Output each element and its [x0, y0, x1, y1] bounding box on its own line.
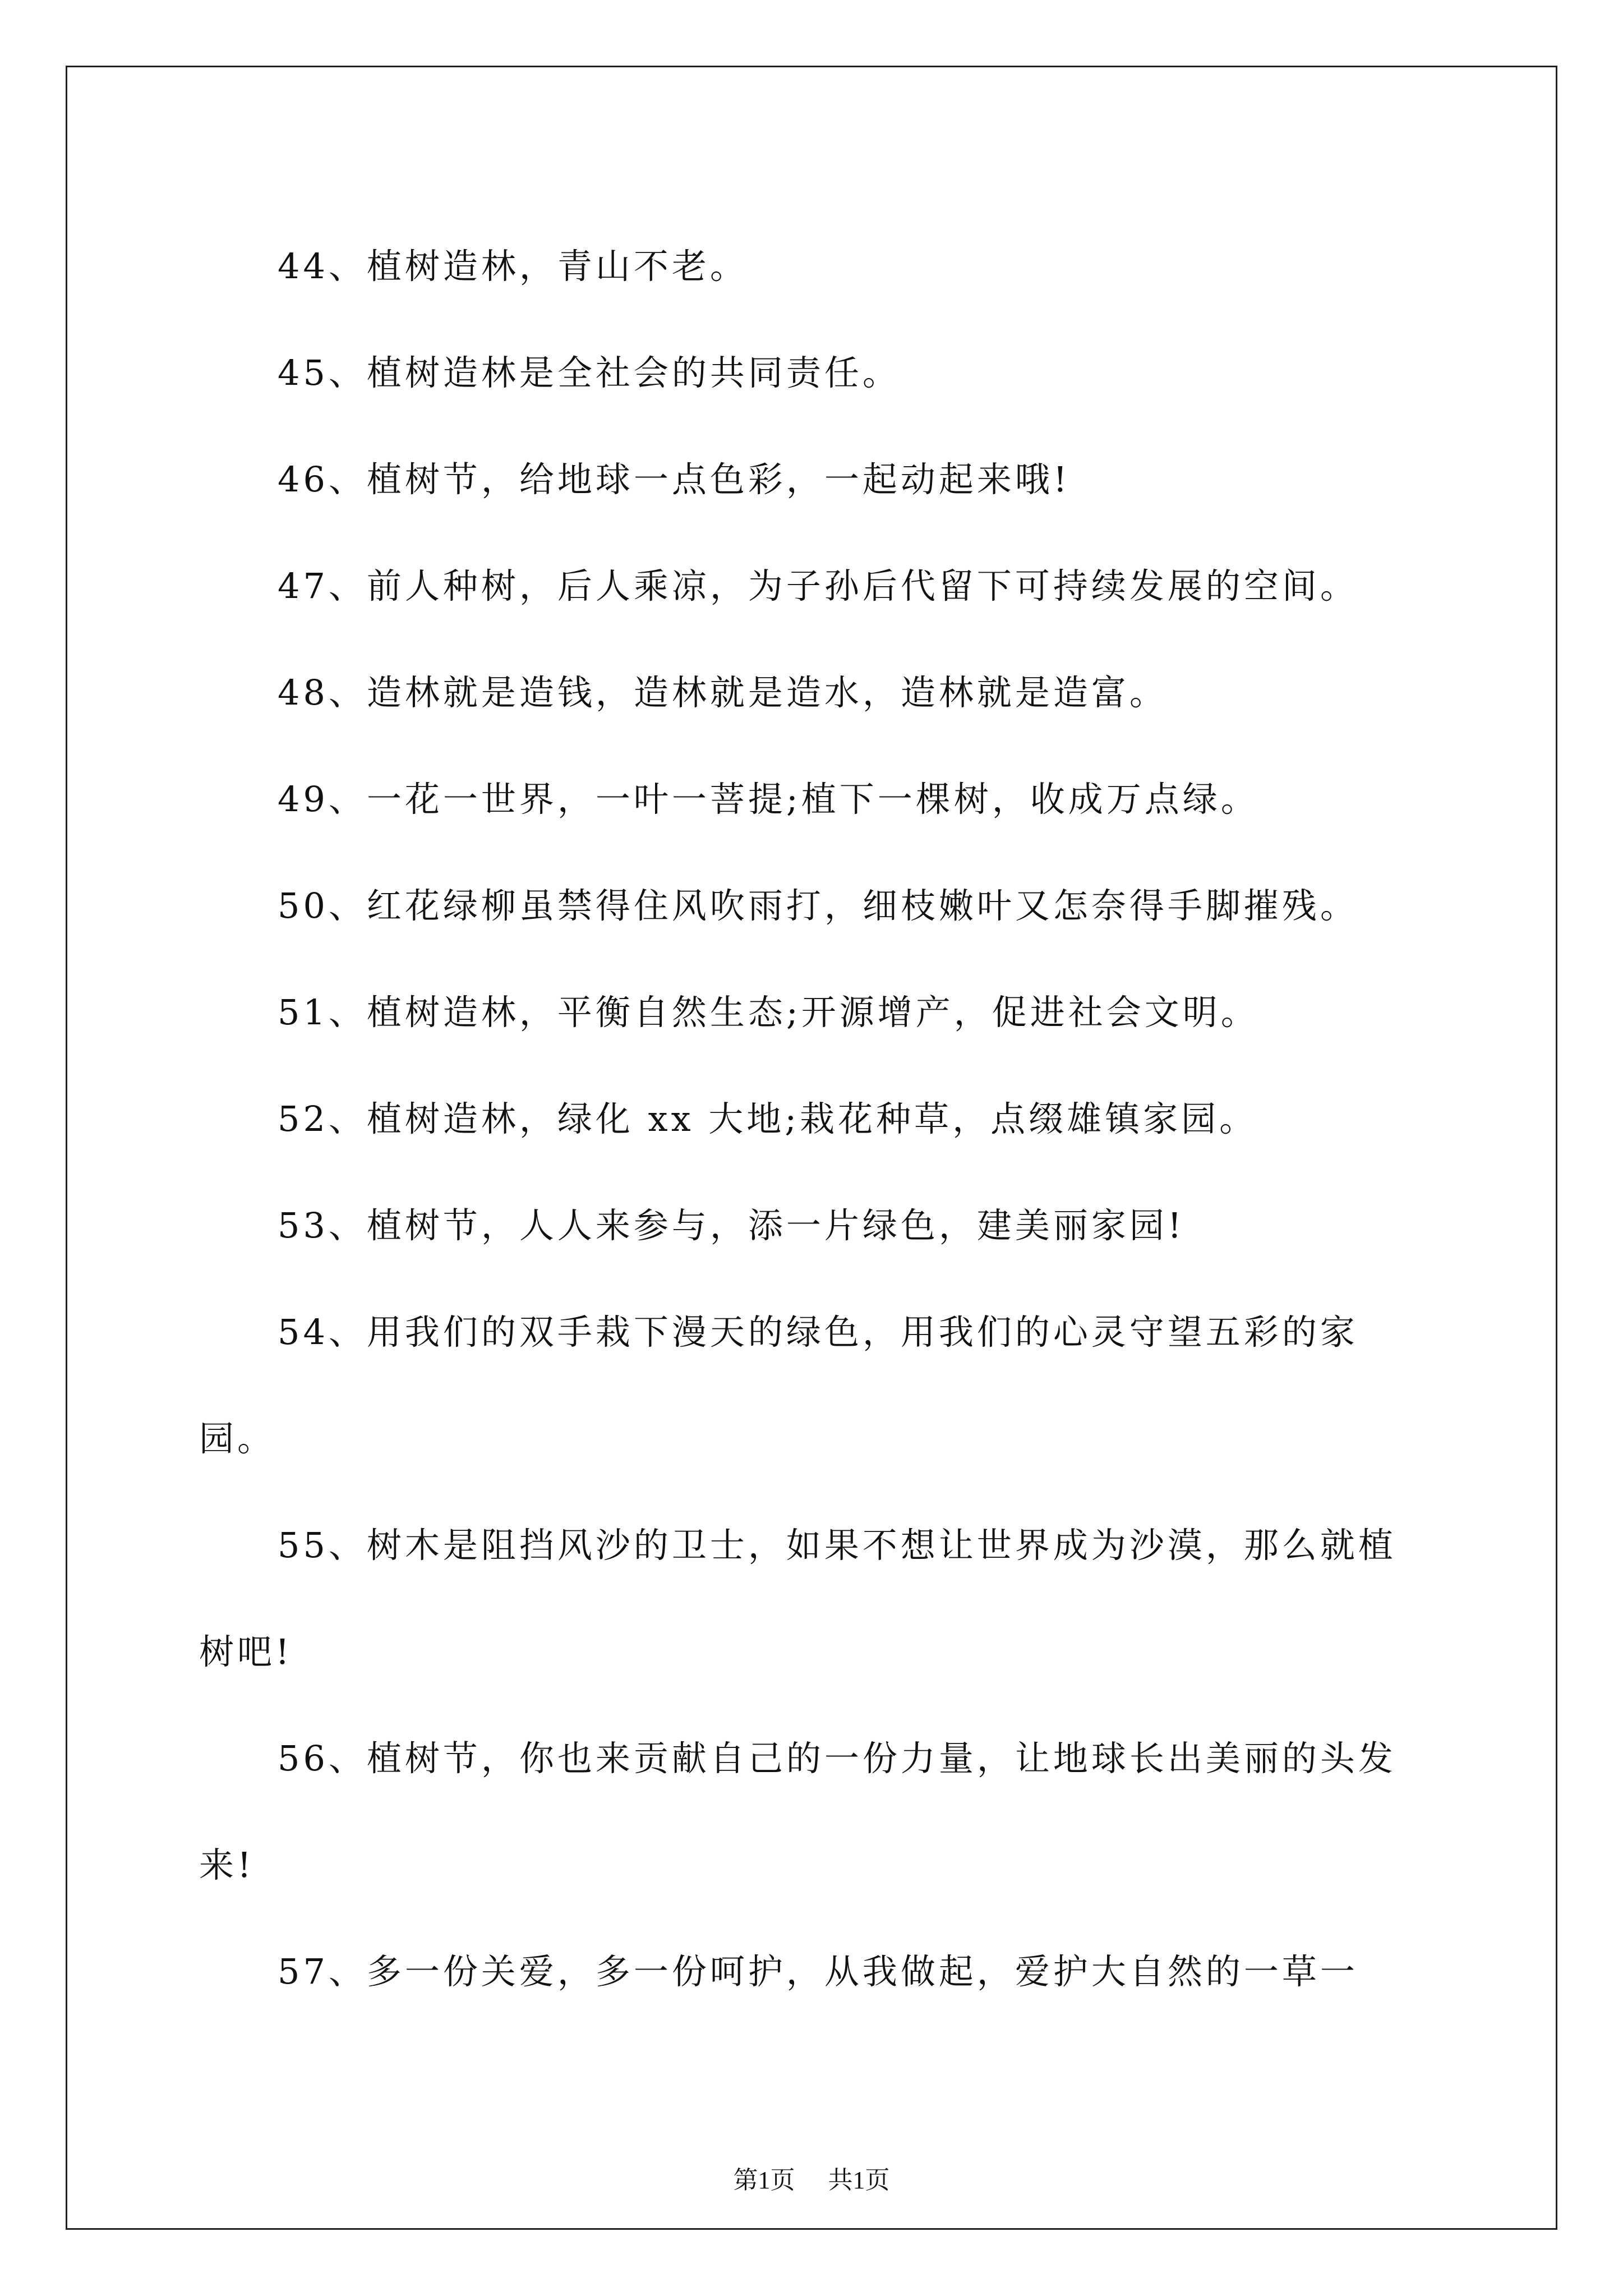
- paragraph-55: 55、树木是阻挡风沙的卫士，如果不想让世界成为沙漠，那么就植树吧!: [199, 1525, 1396, 1672]
- paragraph-54: 54、用我们的双手栽下漫天的绿色，用我们的心灵守望五彩的家园。: [199, 1312, 1358, 1459]
- page-total: 共1页: [828, 2166, 890, 2194]
- page-footer: [0, 2160, 1623, 2196]
- paragraph-49: 49、一花一世界，一叶一菩提;植下一棵树，收成万点绿。: [278, 779, 1259, 820]
- paragraph-57: 57、多一份关爱，多一份呵护，从我做起，爱护大自然的一草一: [278, 1951, 1358, 1992]
- document-body: [199, 213, 1433, 2025]
- paragraph-48: 48、造林就是造钱，造林就是造水，造林就是造富。: [278, 672, 1168, 713]
- paragraph-52: 52、植树造林，绿化 xx 大地;栽花种草，点缀雄镇家园。: [278, 1098, 1258, 1139]
- paragraph-50: 50、红花绿柳虽禁得住风吹雨打，细枝嫩叶又怎奈得手脚摧残。: [278, 885, 1358, 926]
- paragraph-45: 45、植树造林是全社会的共同责任。: [278, 352, 901, 393]
- paragraph-51: 51、植树造林，平衡自然生态;开源增产，促进社会文明。: [278, 992, 1259, 1033]
- paragraph-53: 53、植树节，人人来参与，添一片绿色，建美丽家园!: [278, 1205, 1185, 1246]
- paragraph-44: 44、植树造林，青山不老。: [278, 246, 748, 287]
- paragraph-47: 47、前人种树，后人乘凉，为子孙后代留下可持续发展的空间。: [278, 565, 1358, 606]
- paragraph-46: 46、植树节，给地球一点色彩，一起动起来哦!: [278, 459, 1071, 500]
- page-number: 第1页: [733, 2166, 795, 2194]
- paragraph-56: 56、植树节，你也来贡献自己的一份力量，让地球长出美丽的头发来!: [199, 1738, 1396, 1885]
